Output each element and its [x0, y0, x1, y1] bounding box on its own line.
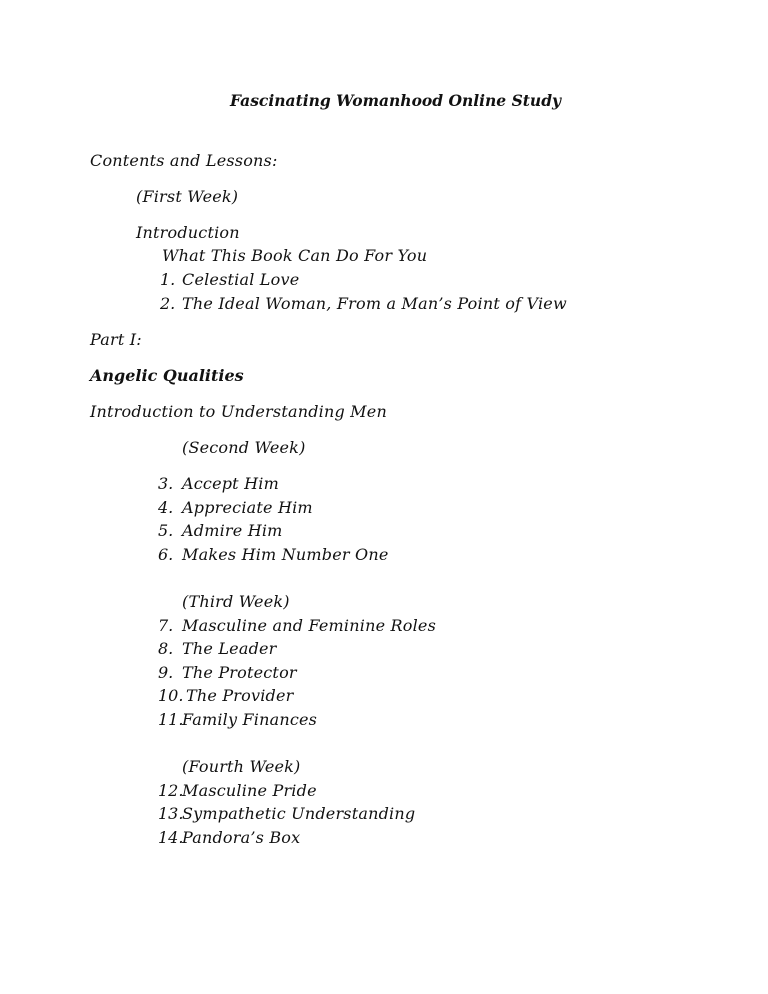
lesson-number: 4.: [158, 498, 174, 517]
third-week-label: (Third Week): [182, 592, 290, 611]
lesson-item: Appreciate Him: [182, 498, 313, 517]
contents-heading: Contents and Lessons:: [90, 151, 278, 170]
lesson-item: Makes Him Number One: [182, 545, 389, 564]
lesson-number: 13.: [158, 804, 184, 823]
lesson-number: 6.: [158, 545, 174, 564]
part-label: Part I:: [90, 330, 142, 349]
lesson-number: 3.: [158, 474, 174, 493]
introduction-subtitle: What This Book Can Do For You: [162, 246, 428, 265]
lesson-number: 2.: [160, 294, 176, 313]
lesson-item: Celestial Love: [182, 270, 300, 289]
page-title: Fascinating Womanhood Online Study: [230, 91, 562, 110]
lesson-number: 14.: [158, 828, 184, 847]
lesson-number: 11.: [158, 710, 184, 729]
introduction-heading: Introduction: [136, 223, 240, 242]
first-week-label: (First Week): [136, 187, 239, 206]
lesson-number: 12.: [158, 781, 184, 800]
lesson-item: The Ideal Woman, From a Man’s Point of View: [182, 294, 567, 313]
lesson-number: 9.: [158, 663, 174, 682]
lesson-item: Accept Him: [182, 474, 279, 493]
lesson-number: 8.: [158, 639, 174, 658]
lesson-item: The Provider: [186, 686, 294, 705]
part-title: Angelic Qualities: [90, 366, 244, 385]
lesson-number: 5.: [158, 521, 174, 540]
lesson-item: Masculine Pride: [182, 781, 317, 800]
part-introduction: Introduction to Understanding Men: [90, 402, 387, 421]
lesson-item: The Leader: [182, 639, 277, 658]
lesson-item: Admire Him: [182, 521, 283, 540]
lesson-item: Masculine and Feminine Roles: [182, 616, 437, 635]
lesson-item: The Protector: [182, 663, 297, 682]
lesson-number: 1.: [160, 270, 176, 289]
lesson-item: Family Finances: [182, 710, 318, 729]
lesson-item: Sympathetic Understanding: [182, 804, 416, 823]
second-week-label: (Second Week): [182, 438, 306, 457]
lesson-number: 10.: [158, 686, 184, 705]
lesson-item: Pandora’s Box: [182, 828, 301, 847]
fourth-week-label: (Fourth Week): [182, 757, 301, 776]
lesson-number: 7.: [158, 616, 174, 635]
